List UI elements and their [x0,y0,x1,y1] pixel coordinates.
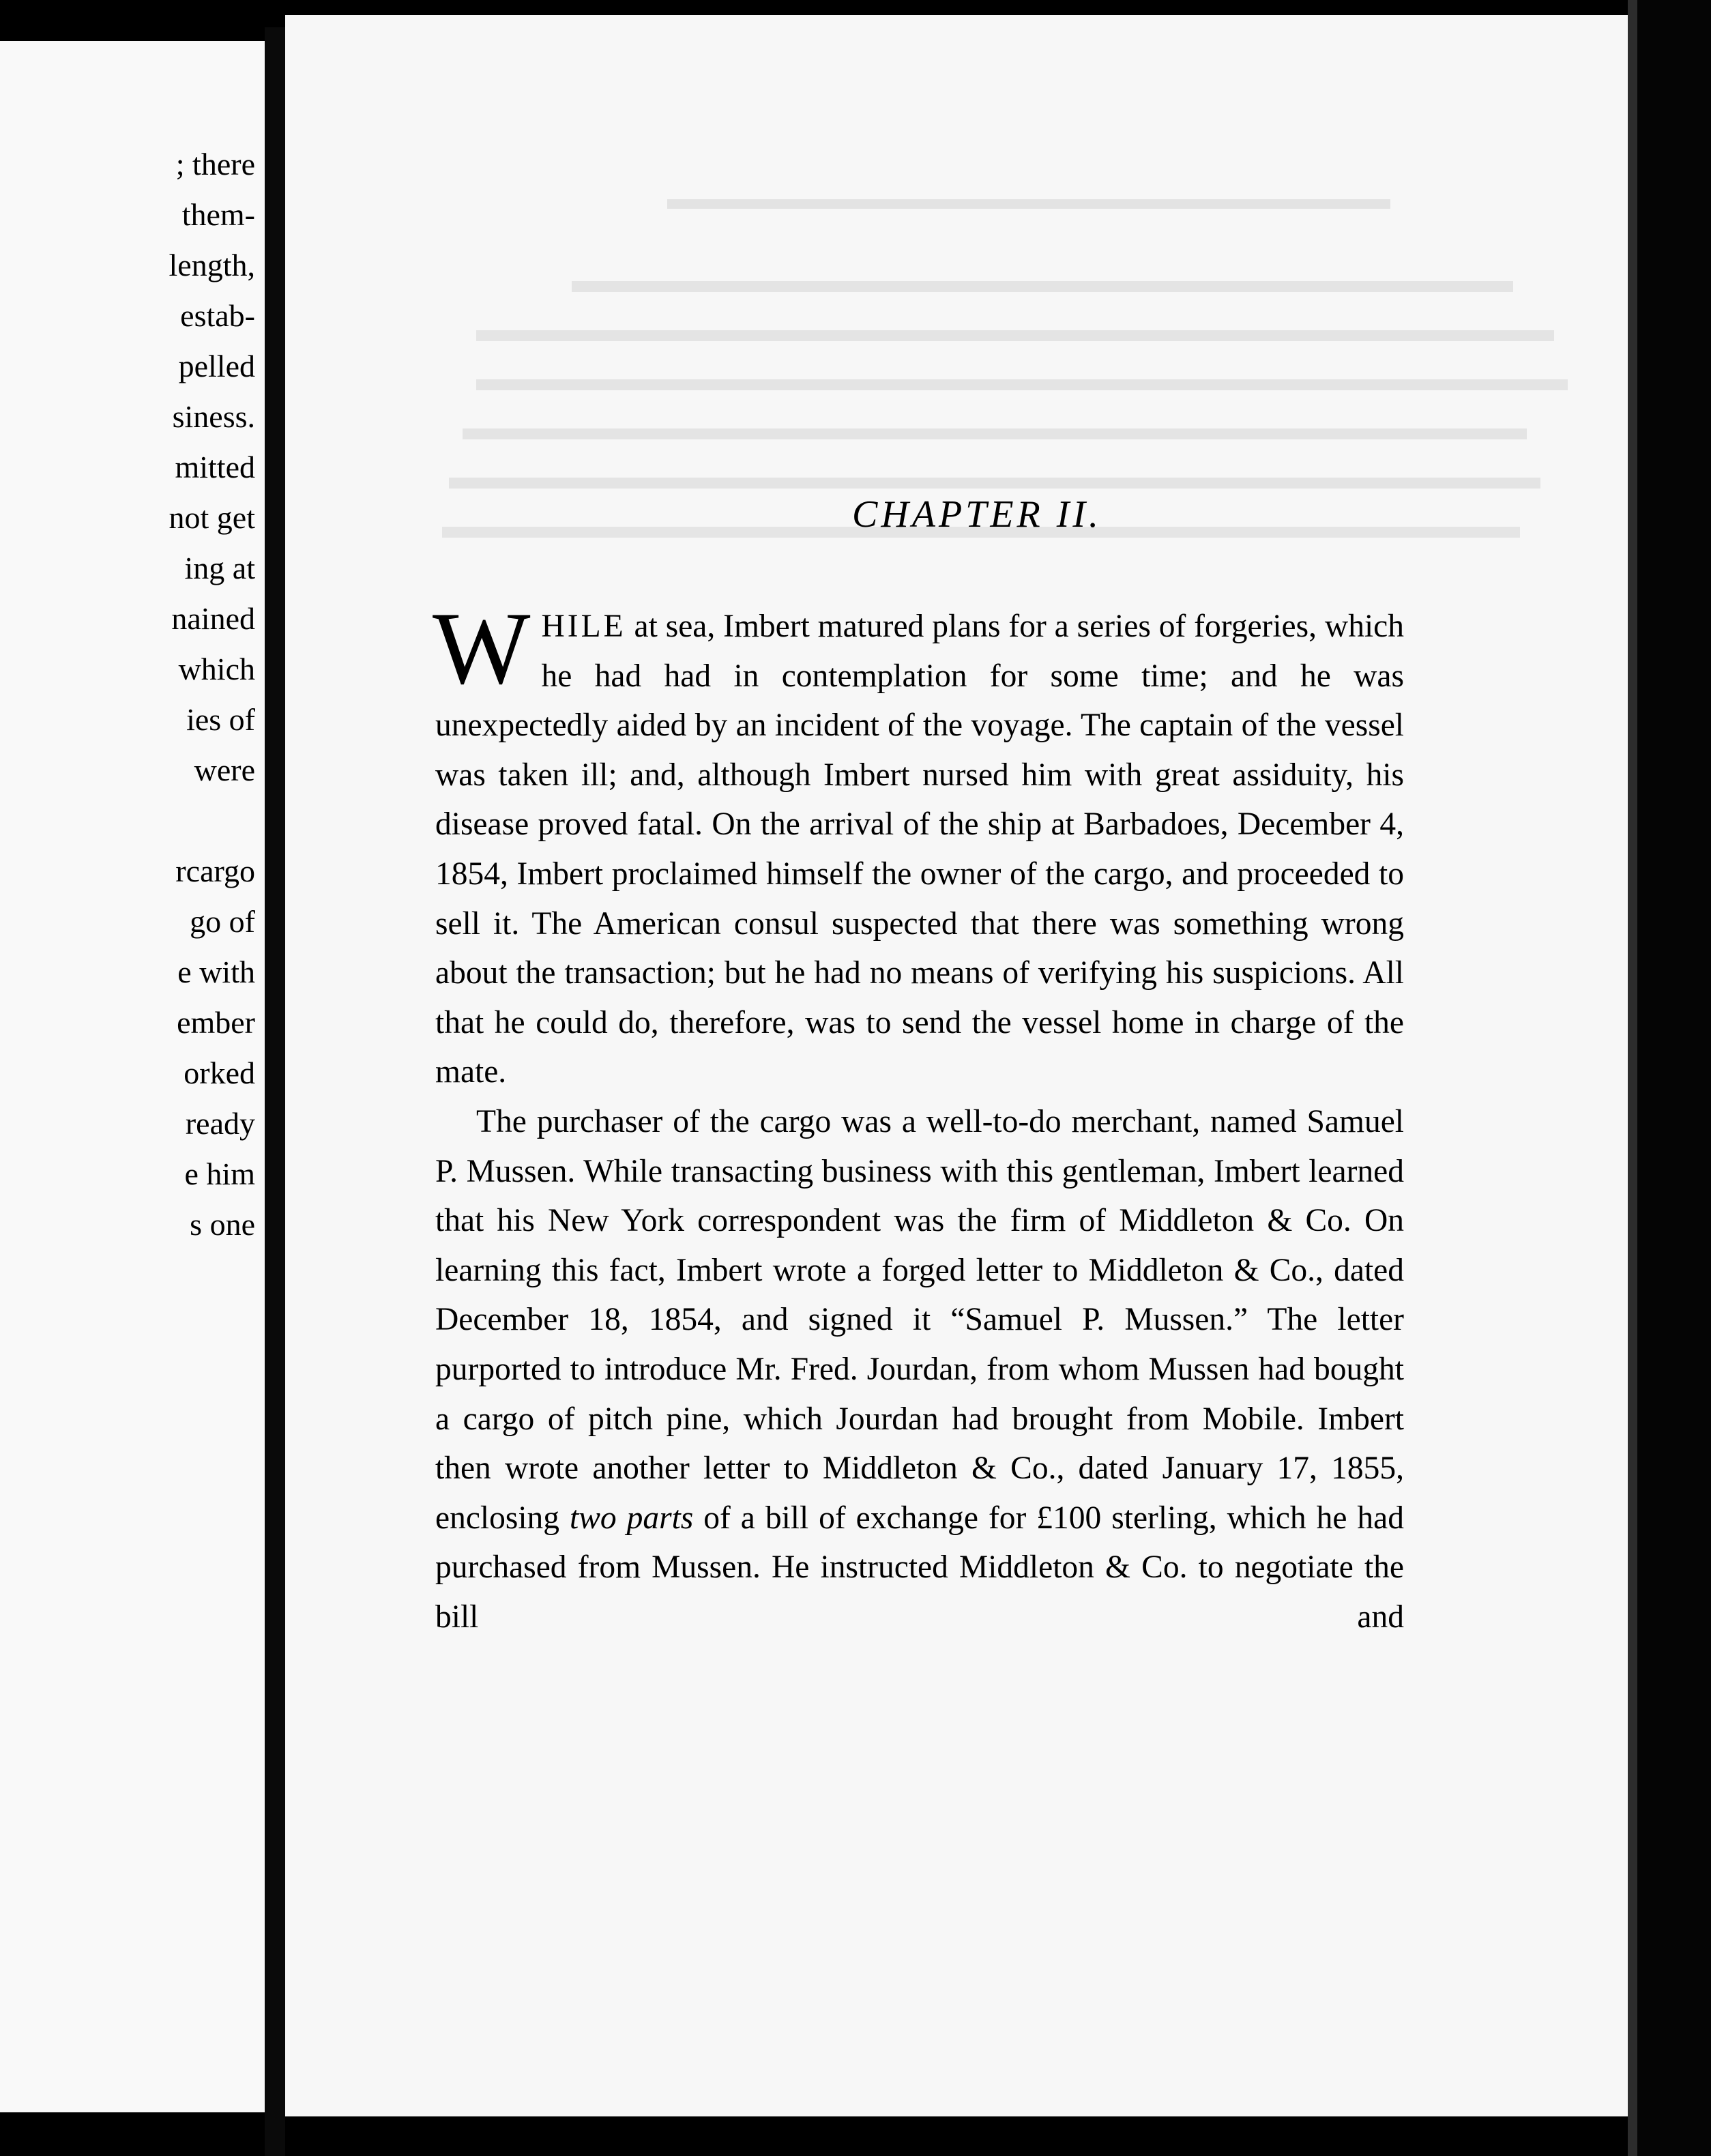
left-page-line: e with [177,955,255,989]
left-page-line: ; there [175,147,255,181]
paragraph-text: The purchaser of the cargo was a well-to-do merchant, named Samuel P. Mussen. While transacting business with this gentleman, Imbert learned that his New York correspondent was the firm of Middleton & Co. On learning this fact, Imbert wrote a forged letter to Middleton & Co., dated December 18, 1854, and signed it “Samuel P. Mussen.” The letter purported to introduce Mr. Fred. Jourdan, from whom Mussen had bought a cargo of pitch pine, which Jourdan had brought from Mobile. Imbert then wrote another letter to Middleton & Co., dated January 17, 1855, enclosing [435,1103,1404,1536]
paragraph [433,591,1404,1097]
left-page-line: e him [184,1156,255,1191]
left-page-line: length, [169,248,255,282]
drop-cap: W [433,591,531,705]
body-text [433,591,1405,1642]
page-edge [1628,0,1637,2156]
left-page-line: ready [185,1106,255,1141]
left-page-line: which [178,652,255,686]
left-page-line: ember [177,1005,255,1040]
left-page-line: them- [181,197,255,232]
paragraph-text: at sea, Imbert matured plans for a series of forgeries, which he had had in contemplation for some time; and he was unexpectedly aided by an incident of the voyage. The captain of the vessel was taken ill; and, although Imbert nursed him with great assiduity, his disease proved fatal. On the arrival of the ship at Barbadoes, December 4, 1854, Imbert proclaimed himself the owner of the cargo, and proceeded to sell it. The American consul suspected that there was something wrong about the transaction; but he had no means of verifying his suspicions. All that he could do, therefore, was to send the vessel home in charge of the mate. [435,609,1404,1090]
opening-word: HILE [541,609,626,644]
left-page-line: pelled [178,349,255,383]
left-page-line: estab- [180,298,255,333]
left-page-line: go of [190,904,255,939]
left-page-line: s one [190,1207,255,1242]
left-page-line: were [194,753,255,787]
chapter-heading: CHAPTER II. [851,493,1102,536]
paragraph-text: of a bill of exchange for £100 sterling, which he had purchased from Mussen. He instructed Middleton & Co. to negotiate the bill and [435,1500,1405,1635]
book-edge [1637,0,1711,2156]
book-gutter [265,27,285,2156]
left-page [0,41,265,2112]
left-page-line: mitted [175,450,255,484]
left-page-line: ing at [184,551,255,585]
left-page-line: not get [169,500,255,535]
left-page-line: siness. [172,399,255,434]
italic-phrase: two parts [570,1500,694,1536]
left-page-line: ies of [186,702,255,737]
right-page [285,15,1628,2116]
left-page-line: nained [171,601,255,636]
left-page-line: rcargo [175,854,255,888]
left-page-line: orked [184,1055,255,1090]
paragraph [435,1097,1404,1642]
